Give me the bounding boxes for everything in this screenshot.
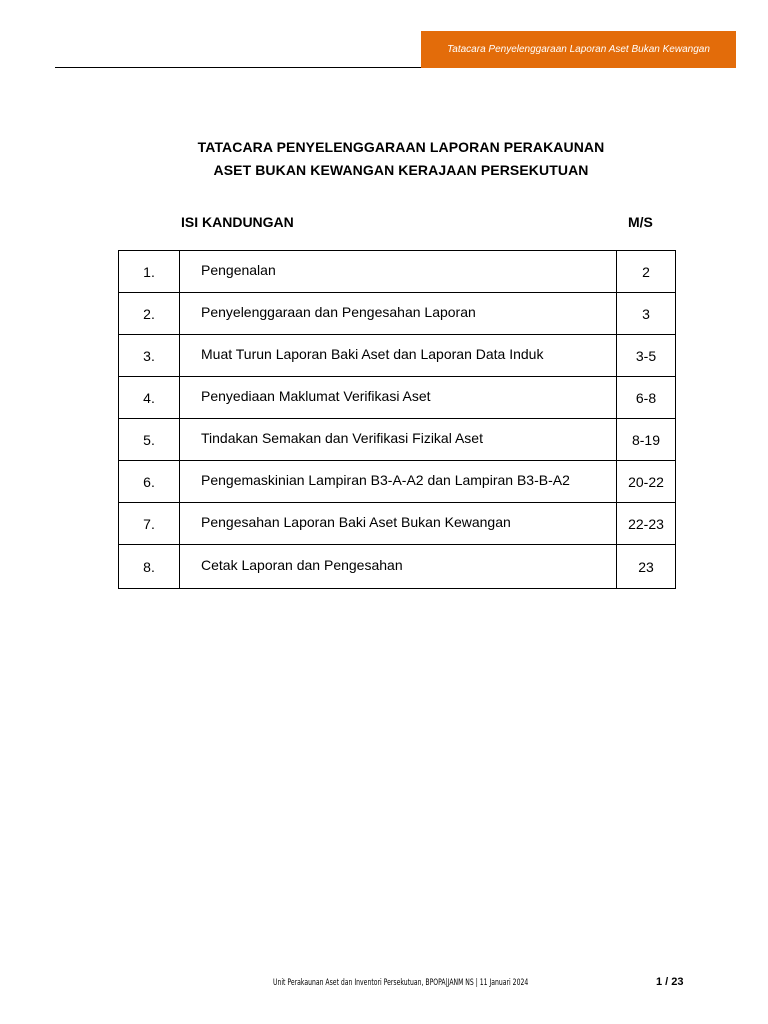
toc-row — [119, 335, 676, 377]
toc-row-page: 23 — [617, 545, 676, 589]
toc-row-page: 22-23 — [617, 503, 676, 545]
toc-row — [119, 503, 676, 545]
document-title-line-1: TATACARA PENYELENGGARAAN LAPORAN PERAKAUNAN — [197, 139, 605, 155]
toc-row-page: 6-8 — [617, 377, 676, 419]
toc-row-number: 5. — [119, 419, 180, 461]
toc-row-number: 8. — [119, 545, 180, 589]
toc-row-title[interactable] — [180, 335, 617, 377]
toc-row-title[interactable] — [180, 503, 617, 545]
toc-row — [119, 419, 676, 461]
toc-row-title[interactable] — [180, 419, 617, 461]
toc-row-title-text: Penyediaan Maklumat Verifikasi Aset — [201, 387, 431, 404]
toc-row-number: 3. — [119, 335, 180, 377]
toc-row-title-text: Muat Turun Laporan Baki Aset dan Laporan Data Induk — [201, 345, 544, 362]
table-of-contents — [118, 250, 676, 589]
toc-row-title[interactable] — [180, 461, 617, 503]
toc-heading: ISI KANDUNGAN — [181, 214, 294, 230]
toc-row-page: 20-22 — [617, 461, 676, 503]
footer-text: Unit Perakaunan Aset dan Inventori Persekutuan, BPOPA|JANM NS | 11 Januari 2024 — [273, 978, 529, 988]
toc-row — [119, 545, 676, 589]
toc-row-number: 2. — [119, 293, 180, 335]
page-number: 1 / 23 — [656, 976, 684, 988]
toc-page-heading: M/S — [628, 214, 653, 230]
header-document-tab: Tatacara Penyelenggaraan Laporan Aset Bukan Kewangan — [421, 31, 736, 68]
toc-row-title[interactable] — [180, 251, 617, 293]
toc-row — [119, 377, 676, 419]
toc-row — [119, 293, 676, 335]
toc-row-page: 3-5 — [617, 335, 676, 377]
toc-row-title-text: Pengenalan — [201, 261, 276, 278]
header-rule — [55, 67, 423, 68]
toc-row-number: 7. — [119, 503, 180, 545]
toc-row — [119, 251, 676, 293]
toc-row — [119, 461, 676, 503]
toc-row-title-text: Tindakan Semakan dan Verifikasi Fizikal Aset — [201, 429, 483, 446]
toc-row-page: 3 — [617, 293, 676, 335]
toc-row-title-text: Cetak Laporan dan Pengesahan — [201, 556, 403, 573]
document-title-line-2: ASET BUKAN KEWANGAN KERAJAAN PERSEKUTUAN — [213, 162, 589, 178]
toc-row-title[interactable] — [180, 377, 617, 419]
toc-row-title-text: Pengesahan Laporan Baki Aset Bukan Kewangan — [201, 513, 511, 530]
toc-row-number: 4. — [119, 377, 180, 419]
toc-row-page: 8-19 — [617, 419, 676, 461]
toc-row-page: 2 — [617, 251, 676, 293]
toc-row-title[interactable] — [180, 293, 617, 335]
toc-row-number: 6. — [119, 461, 180, 503]
toc-row-number: 1. — [119, 251, 180, 293]
toc-row-title[interactable] — [180, 545, 617, 589]
toc-row-title-text: Penyelenggaraan dan Pengesahan Laporan — [201, 303, 476, 320]
toc-row-title-text: Pengemaskinian Lampiran B3-A-A2 dan Lampiran B3-B-A2 — [201, 471, 570, 488]
